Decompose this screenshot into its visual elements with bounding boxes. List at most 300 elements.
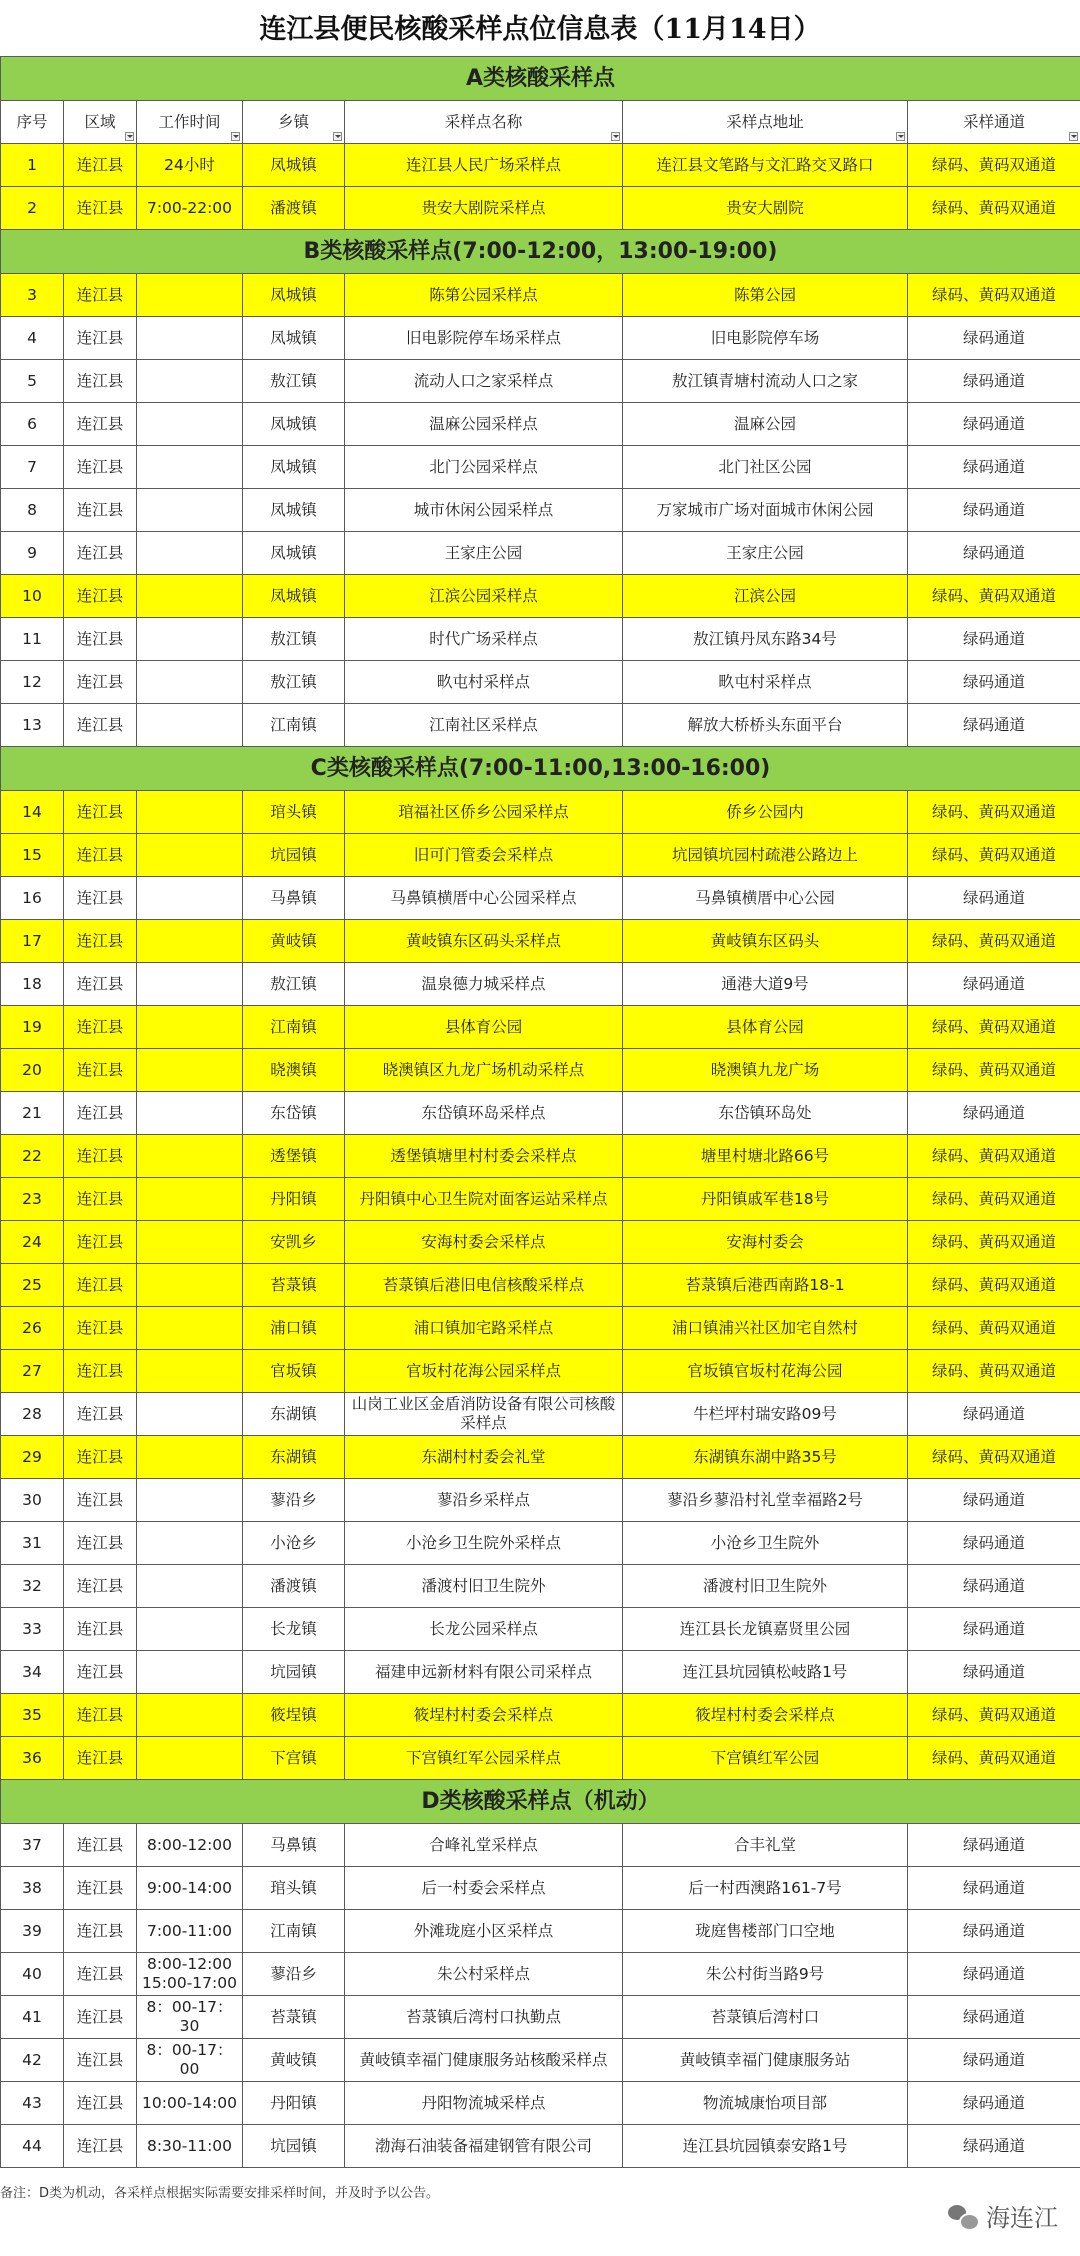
- table-cell: 连江县: [64, 1393, 137, 1436]
- table-cell: 陈第公园: [623, 274, 908, 317]
- table-cell: 温泉德力城采样点: [345, 963, 623, 1006]
- table-row: [1, 877, 1080, 920]
- table-cell: 连江县: [64, 1996, 137, 2039]
- table-cell: 筱埕村村委会采样点: [623, 1694, 908, 1737]
- table-row: [1, 446, 1080, 489]
- table-row: [1, 1006, 1080, 1049]
- table-cell: 福建申远新材料有限公司采样点: [345, 1651, 623, 1694]
- table-row: [1, 1135, 1080, 1178]
- table-cell: 9:00-14:00: [137, 1867, 243, 1910]
- table-cell: 36: [1, 1737, 64, 1780]
- table-cell: 18: [1, 963, 64, 1006]
- table-cell: 筱埕村村委会采样点: [345, 1694, 623, 1737]
- table-cell: 绿码、黄码双通道: [908, 575, 1080, 618]
- table-cell: 敖江镇青塘村流动人口之家: [623, 360, 908, 403]
- column-header-label: 采样点地址: [726, 112, 804, 131]
- table-cell: 东湖镇: [243, 1393, 345, 1436]
- table-row: [1, 1479, 1080, 1522]
- table-row: [1, 1737, 1080, 1780]
- table-cell: 1: [1, 144, 64, 187]
- table-cell: 连江县: [64, 532, 137, 575]
- table-cell: 8：00-17：00: [137, 2039, 243, 2082]
- column-header: [137, 101, 243, 144]
- table-cell: [137, 1393, 243, 1436]
- section-header-row: [1, 1780, 1080, 1824]
- column-header: [64, 101, 137, 144]
- table-cell: 10: [1, 575, 64, 618]
- table-cell: 连江县: [64, 1737, 137, 1780]
- table-cell: 东湖镇: [243, 1436, 345, 1479]
- table-cell: 安海村委会采样点: [345, 1221, 623, 1264]
- table-cell: 官坂村花海公园采样点: [345, 1350, 623, 1393]
- table-cell: 连江县: [64, 489, 137, 532]
- table-cell: 连江县: [64, 1565, 137, 1608]
- table-cell: 凤城镇: [243, 403, 345, 446]
- table-cell: 旧电影院停车场: [623, 317, 908, 360]
- table-cell: 绿码、黄码双通道: [908, 1178, 1080, 1221]
- table-cell: 绿码通道: [908, 1393, 1080, 1436]
- table-cell: [137, 1264, 243, 1307]
- table-cell: 连江县: [64, 1264, 137, 1307]
- sampling-sites-table: [0, 56, 1080, 2168]
- table-cell: 连江县: [64, 1824, 137, 1867]
- table-cell: 马鼻镇横厝中心公园采样点: [345, 877, 623, 920]
- table-cell: 浦口镇浦兴社区加宅自然村: [623, 1307, 908, 1350]
- table-cell: 绿码、黄码双通道: [908, 187, 1080, 230]
- table-row: [1, 1092, 1080, 1135]
- table-cell: 40: [1, 1953, 64, 1996]
- table-cell: 8:00-12:00 15:00-17:00: [137, 1953, 243, 1996]
- table-cell: 连江县: [64, 661, 137, 704]
- wechat-icon: [948, 2203, 978, 2229]
- table-cell: 44: [1, 2125, 64, 2168]
- table-cell: 凤城镇: [243, 274, 345, 317]
- table-cell: 连江县: [64, 1049, 137, 1092]
- table-cell: 绿码通道: [908, 489, 1080, 532]
- filter-dropdown-icon[interactable]: [333, 132, 342, 141]
- table-cell: 温麻公园采样点: [345, 403, 623, 446]
- table-cell: [137, 1436, 243, 1479]
- table-row: [1, 1867, 1080, 1910]
- table-cell: 江南镇: [243, 704, 345, 747]
- table-cell: 丹阳物流城采样点: [345, 2082, 623, 2125]
- table-cell: 绿码、黄码双通道: [908, 834, 1080, 877]
- table-cell: 敖江镇: [243, 661, 345, 704]
- table-cell: 王家庄公园: [345, 532, 623, 575]
- table-row: [1, 1221, 1080, 1264]
- table-cell: 32: [1, 1565, 64, 1608]
- table-row: [1, 834, 1080, 877]
- table-cell: 坑园镇: [243, 1651, 345, 1694]
- table-cell: 敖江镇: [243, 963, 345, 1006]
- table-cell: [137, 1178, 243, 1221]
- table-cell: 绿码、黄码双通道: [908, 920, 1080, 963]
- table-cell: [137, 791, 243, 834]
- table-cell: [137, 360, 243, 403]
- table-cell: 绿码、黄码双通道: [908, 1221, 1080, 1264]
- table-row: [1, 360, 1080, 403]
- table-cell: 绿码、黄码双通道: [908, 1006, 1080, 1049]
- table-cell: 连江县坑园镇泰安路1号: [623, 2125, 908, 2168]
- table-cell: 筱埕镇: [243, 1694, 345, 1737]
- table-cell: 连江县: [64, 446, 137, 489]
- table-cell: 合峰礼堂采样点: [345, 1824, 623, 1867]
- table-cell: [137, 489, 243, 532]
- table-cell: 东湖村村委会礼堂: [345, 1436, 623, 1479]
- table-cell: 绿码、黄码双通道: [908, 1737, 1080, 1780]
- table-cell: 蓼沿乡蓼沿村礼堂幸福路2号: [623, 1479, 908, 1522]
- column-header: [623, 101, 908, 144]
- table-cell: 坑园镇: [243, 834, 345, 877]
- table-cell: 31: [1, 1522, 64, 1565]
- table-cell: 连江县: [64, 1135, 137, 1178]
- table-cell: 8:30-11:00: [137, 2125, 243, 2168]
- table-cell: 20: [1, 1049, 64, 1092]
- table-cell: 苔菉镇: [243, 1264, 345, 1307]
- table-cell: 绿码通道: [908, 704, 1080, 747]
- table-cell: 苔菉镇后港旧电信核酸采样点: [345, 1264, 623, 1307]
- filter-dropdown-icon[interactable]: [896, 132, 905, 141]
- table-row: [1, 1608, 1080, 1651]
- table-cell: 41: [1, 1996, 64, 2039]
- table-cell: 27: [1, 1350, 64, 1393]
- column-header-label: 采样点名称: [444, 112, 523, 131]
- table-cell: [137, 1565, 243, 1608]
- table-cell: [137, 1221, 243, 1264]
- table-cell: 2: [1, 187, 64, 230]
- table-cell: 潘渡村旧卫生院外: [623, 1565, 908, 1608]
- table-cell: [137, 403, 243, 446]
- table-cell: 连江县人民广场采样点: [345, 144, 623, 187]
- table-cell: 连江县: [64, 2082, 137, 2125]
- table-cell: 江南镇: [243, 1910, 345, 1953]
- table-cell: 江滨公园采样点: [345, 575, 623, 618]
- table-cell: 8：00-17：30: [137, 1996, 243, 2039]
- table-cell: [137, 446, 243, 489]
- table-cell: 连江县: [64, 1006, 137, 1049]
- table-cell: 26: [1, 1307, 64, 1350]
- table-cell: 绿码通道: [908, 317, 1080, 360]
- table-cell: 7: [1, 446, 64, 489]
- table-cell: 县体育公园: [623, 1006, 908, 1049]
- table-cell: 北门公园采样点: [345, 446, 623, 489]
- table-cell: 绿码、黄码双通道: [908, 144, 1080, 187]
- table-cell: 15: [1, 834, 64, 877]
- column-header: [908, 101, 1080, 144]
- table-cell: 王家庄公园: [623, 532, 908, 575]
- table-cell: 黄岐镇幸福门健康服务站: [623, 2039, 908, 2082]
- table-cell: 丹阳镇: [243, 1178, 345, 1221]
- table-cell: 43: [1, 2082, 64, 2125]
- table-row: [1, 920, 1080, 963]
- table-cell: [137, 704, 243, 747]
- table-cell: 东岱镇环岛采样点: [345, 1092, 623, 1135]
- table-cell: 黄岐镇: [243, 2039, 345, 2082]
- table-cell: 连江县: [64, 1608, 137, 1651]
- table-cell: 透堡镇: [243, 1135, 345, 1178]
- table-cell: 22: [1, 1135, 64, 1178]
- table-cell: [137, 1608, 243, 1651]
- section-title: B类核酸采样点(7:00-12:00，13:00-19:00): [1, 230, 1080, 274]
- table-cell: 小沧乡卫生院外: [623, 1522, 908, 1565]
- filter-dropdown-icon[interactable]: [611, 132, 620, 141]
- table-cell: 马鼻镇: [243, 877, 345, 920]
- table-cell: 连江县: [64, 1910, 137, 1953]
- table-cell: 晓澳镇九龙广场: [623, 1049, 908, 1092]
- table-cell: 连江县: [64, 1694, 137, 1737]
- table-cell: 12: [1, 661, 64, 704]
- table-cell: 流动人口之家采样点: [345, 360, 623, 403]
- table-cell: 小沧乡: [243, 1522, 345, 1565]
- table-cell: 绿码通道: [908, 1996, 1080, 2039]
- table-cell: 连江县: [64, 2039, 137, 2082]
- table-cell: 连江县: [64, 1479, 137, 1522]
- table-cell: 绿码通道: [908, 1608, 1080, 1651]
- table-cell: 绿码通道: [908, 1522, 1080, 1565]
- table-cell: 长龙镇: [243, 1608, 345, 1651]
- table-row: [1, 489, 1080, 532]
- table-cell: 绿码、黄码双通道: [908, 1436, 1080, 1479]
- table-cell: [137, 877, 243, 920]
- table-cell: 39: [1, 1910, 64, 1953]
- table-cell: 安海村委会: [623, 1221, 908, 1264]
- table-row: [1, 1953, 1080, 1996]
- table-cell: 37: [1, 1824, 64, 1867]
- table-cell: 14: [1, 791, 64, 834]
- table-cell: 凤城镇: [243, 317, 345, 360]
- table-row: [1, 1350, 1080, 1393]
- table-cell: 连江县: [64, 144, 137, 187]
- table-cell: 6: [1, 403, 64, 446]
- table-cell: 后一村西澳路161-7号: [623, 1867, 908, 1910]
- table-cell: 29: [1, 1436, 64, 1479]
- table-cell: 凤城镇: [243, 446, 345, 489]
- table-cell: 连江县: [64, 920, 137, 963]
- table-cell: 绿码通道: [908, 2039, 1080, 2082]
- watermark-text: 海连江: [986, 2204, 1058, 2232]
- table-cell: 4: [1, 317, 64, 360]
- table-cell: 下宫镇红军公园: [623, 1737, 908, 1780]
- table-cell: 33: [1, 1608, 64, 1651]
- table-cell: 苔菉镇: [243, 1996, 345, 2039]
- table-cell: 透堡镇塘里村村委会采样点: [345, 1135, 623, 1178]
- table-cell: 丹阳镇中心卫生院对面客运站采样点: [345, 1178, 623, 1221]
- table-row: [1, 274, 1080, 317]
- table-cell: 后一村委会采样点: [345, 1867, 623, 1910]
- filter-dropdown-icon[interactable]: [125, 132, 134, 141]
- table-row: [1, 403, 1080, 446]
- table-row: [1, 1178, 1080, 1221]
- table-cell: [137, 1522, 243, 1565]
- table-cell: 马鼻镇横厝中心公园: [623, 877, 908, 920]
- table-cell: 下宫镇红军公园采样点: [345, 1737, 623, 1780]
- table-cell: 绿码通道: [908, 1651, 1080, 1694]
- table-cell: 19: [1, 1006, 64, 1049]
- table-cell: 连江县长龙镇嘉贤里公园: [623, 1608, 908, 1651]
- table-cell: [137, 1479, 243, 1522]
- table-cell: 温麻公园: [623, 403, 908, 446]
- table-cell: 苔菉镇后湾村口: [623, 1996, 908, 2039]
- table-cell: 塘里村塘北路66号: [623, 1135, 908, 1178]
- table-cell: 8: [1, 489, 64, 532]
- table-cell: [137, 1694, 243, 1737]
- column-header: [345, 101, 623, 144]
- table-cell: 敖江镇丹凤东路34号: [623, 618, 908, 661]
- table-cell: 连江县: [64, 1867, 137, 1910]
- table-cell: 连江县: [64, 1350, 137, 1393]
- table-cell: [137, 1651, 243, 1694]
- column-header: [243, 101, 345, 144]
- table-row: [1, 532, 1080, 575]
- table-cell: 绿码通道: [908, 2082, 1080, 2125]
- table-row: [1, 1436, 1080, 1479]
- table-row: [1, 144, 1080, 187]
- table-cell: 38: [1, 1867, 64, 1910]
- table-cell: [137, 661, 243, 704]
- table-cell: 牛栏坪村瑞安路09号: [623, 1393, 908, 1436]
- table-cell: 潘渡村旧卫生院外: [345, 1565, 623, 1608]
- table-cell: 9: [1, 532, 64, 575]
- table-cell: 绿码通道: [908, 532, 1080, 575]
- section-title: D类核酸采样点（机动）: [1, 1780, 1080, 1824]
- table-cell: 30: [1, 1479, 64, 1522]
- table-cell: 7:00-22:00: [137, 187, 243, 230]
- table-cell: 24小时: [137, 144, 243, 187]
- table-cell: 凤城镇: [243, 144, 345, 187]
- column-header-label: 序号: [16, 112, 48, 131]
- table-cell: [137, 575, 243, 618]
- table-cell: [137, 1737, 243, 1780]
- table-cell: 连江县: [64, 187, 137, 230]
- table-cell: 江滨公园: [623, 575, 908, 618]
- table-cell: 连江县: [64, 360, 137, 403]
- table-cell: [137, 963, 243, 1006]
- table-cell: [137, 834, 243, 877]
- table-cell: 长龙公园采样点: [345, 1608, 623, 1651]
- table-cell: 城市休闲公园采样点: [345, 489, 623, 532]
- table-cell: 陈第公园采样点: [345, 274, 623, 317]
- table-cell: 蓼沿乡: [243, 1953, 345, 1996]
- table-cell: 旧电影院停车场采样点: [345, 317, 623, 360]
- table-row: [1, 1522, 1080, 1565]
- table-row: [1, 618, 1080, 661]
- table-cell: 绿码、黄码双通道: [908, 1264, 1080, 1307]
- table-cell: 绿码通道: [908, 1910, 1080, 1953]
- table-cell: 坑园镇坑园村疏港公路边上: [623, 834, 908, 877]
- table-cell: 北门社区公园: [623, 446, 908, 489]
- section-title: A类核酸采样点: [1, 57, 1080, 101]
- table-cell: 东岱镇: [243, 1092, 345, 1135]
- table-cell: [137, 618, 243, 661]
- table-cell: 连江县: [64, 2125, 137, 2168]
- section-header-row: [1, 57, 1080, 101]
- table-cell: 贵安大剧院采样点: [345, 187, 623, 230]
- section-title: C类核酸采样点(7:00-11:00,13:00-16:00): [1, 747, 1080, 791]
- table-row: [1, 1307, 1080, 1350]
- table-cell: [137, 1092, 243, 1135]
- table-cell: 3: [1, 274, 64, 317]
- table-cell: 江南镇: [243, 1006, 345, 1049]
- table-cell: 绿码、黄码双通道: [908, 1694, 1080, 1737]
- table-cell: 16: [1, 877, 64, 920]
- table-cell: 绿码、黄码双通道: [908, 274, 1080, 317]
- table-cell: 凤城镇: [243, 489, 345, 532]
- table-cell: 绿码通道: [908, 446, 1080, 489]
- table-cell: 42: [1, 2039, 64, 2082]
- table-row: [1, 1824, 1080, 1867]
- table-row: [1, 1049, 1080, 1092]
- table-cell: 时代广场采样点: [345, 618, 623, 661]
- table-cell: 县体育公园: [345, 1006, 623, 1049]
- table-cell: 绿码、黄码双通道: [908, 1049, 1080, 1092]
- table-row: [1, 1996, 1080, 2039]
- table-cell: 黄岐镇: [243, 920, 345, 963]
- table-cell: [137, 1006, 243, 1049]
- table-row: [1, 187, 1080, 230]
- table-cell: [137, 920, 243, 963]
- table-cell: 连江县: [64, 834, 137, 877]
- table-cell: 7:00-11:00: [137, 1910, 243, 1953]
- table-cell: 物流城康怡项目部: [623, 2082, 908, 2125]
- table-cell: 敖江镇: [243, 618, 345, 661]
- table-cell: [137, 274, 243, 317]
- table-cell: 连江县坑园镇松岐路1号: [623, 1651, 908, 1694]
- table-cell: 连江县: [64, 1092, 137, 1135]
- table-cell: 旧可门管委会采样点: [345, 834, 623, 877]
- table-cell: 21: [1, 1092, 64, 1135]
- table-cell: 晓澳镇: [243, 1049, 345, 1092]
- table-row: [1, 317, 1080, 360]
- table-cell: [137, 1350, 243, 1393]
- table-cell: 连江县: [64, 403, 137, 446]
- table-cell: 官坂镇: [243, 1350, 345, 1393]
- table-cell: 万家城市广场对面城市休闲公园: [623, 489, 908, 532]
- table-cell: 绿码通道: [908, 618, 1080, 661]
- table-cell: [137, 1049, 243, 1092]
- table-cell: 贵安大剧院: [623, 187, 908, 230]
- table-cell: 东岱镇环岛处: [623, 1092, 908, 1135]
- table-cell: 连江县: [64, 704, 137, 747]
- table-row: [1, 704, 1080, 747]
- table-cell: 江南社区采样点: [345, 704, 623, 747]
- table-cell: 连江县: [64, 1522, 137, 1565]
- filter-dropdown-icon[interactable]: [1069, 132, 1078, 141]
- table-cell: 绿码通道: [908, 403, 1080, 446]
- table-cell: 连江县: [64, 791, 137, 834]
- table-cell: 绿码、黄码双通道: [908, 1307, 1080, 1350]
- filter-dropdown-icon[interactable]: [231, 132, 240, 141]
- table-cell: [137, 317, 243, 360]
- table-cell: 侨乡公园内: [623, 791, 908, 834]
- table-cell: 连江县: [64, 618, 137, 661]
- table-cell: 晓澳镇区九龙广场机动采样点: [345, 1049, 623, 1092]
- table-cell: 13: [1, 704, 64, 747]
- column-header-label: 采样通道: [963, 112, 1026, 131]
- table-cell: 绿码通道: [908, 1867, 1080, 1910]
- table-row: [1, 1694, 1080, 1737]
- table-cell: 坑园镇: [243, 2125, 345, 2168]
- table-cell: [137, 1307, 243, 1350]
- table-cell: 琯头镇: [243, 791, 345, 834]
- table-cell: 23: [1, 1178, 64, 1221]
- table-cell: [137, 1135, 243, 1178]
- table-cell: 绿码、黄码双通道: [908, 791, 1080, 834]
- table-row: [1, 791, 1080, 834]
- table-cell: 蓼沿乡采样点: [345, 1479, 623, 1522]
- table-cell: 珑庭售楼部门口空地: [623, 1910, 908, 1953]
- table-cell: 安凯乡: [243, 1221, 345, 1264]
- table-cell: 畂屯村采样点: [345, 661, 623, 704]
